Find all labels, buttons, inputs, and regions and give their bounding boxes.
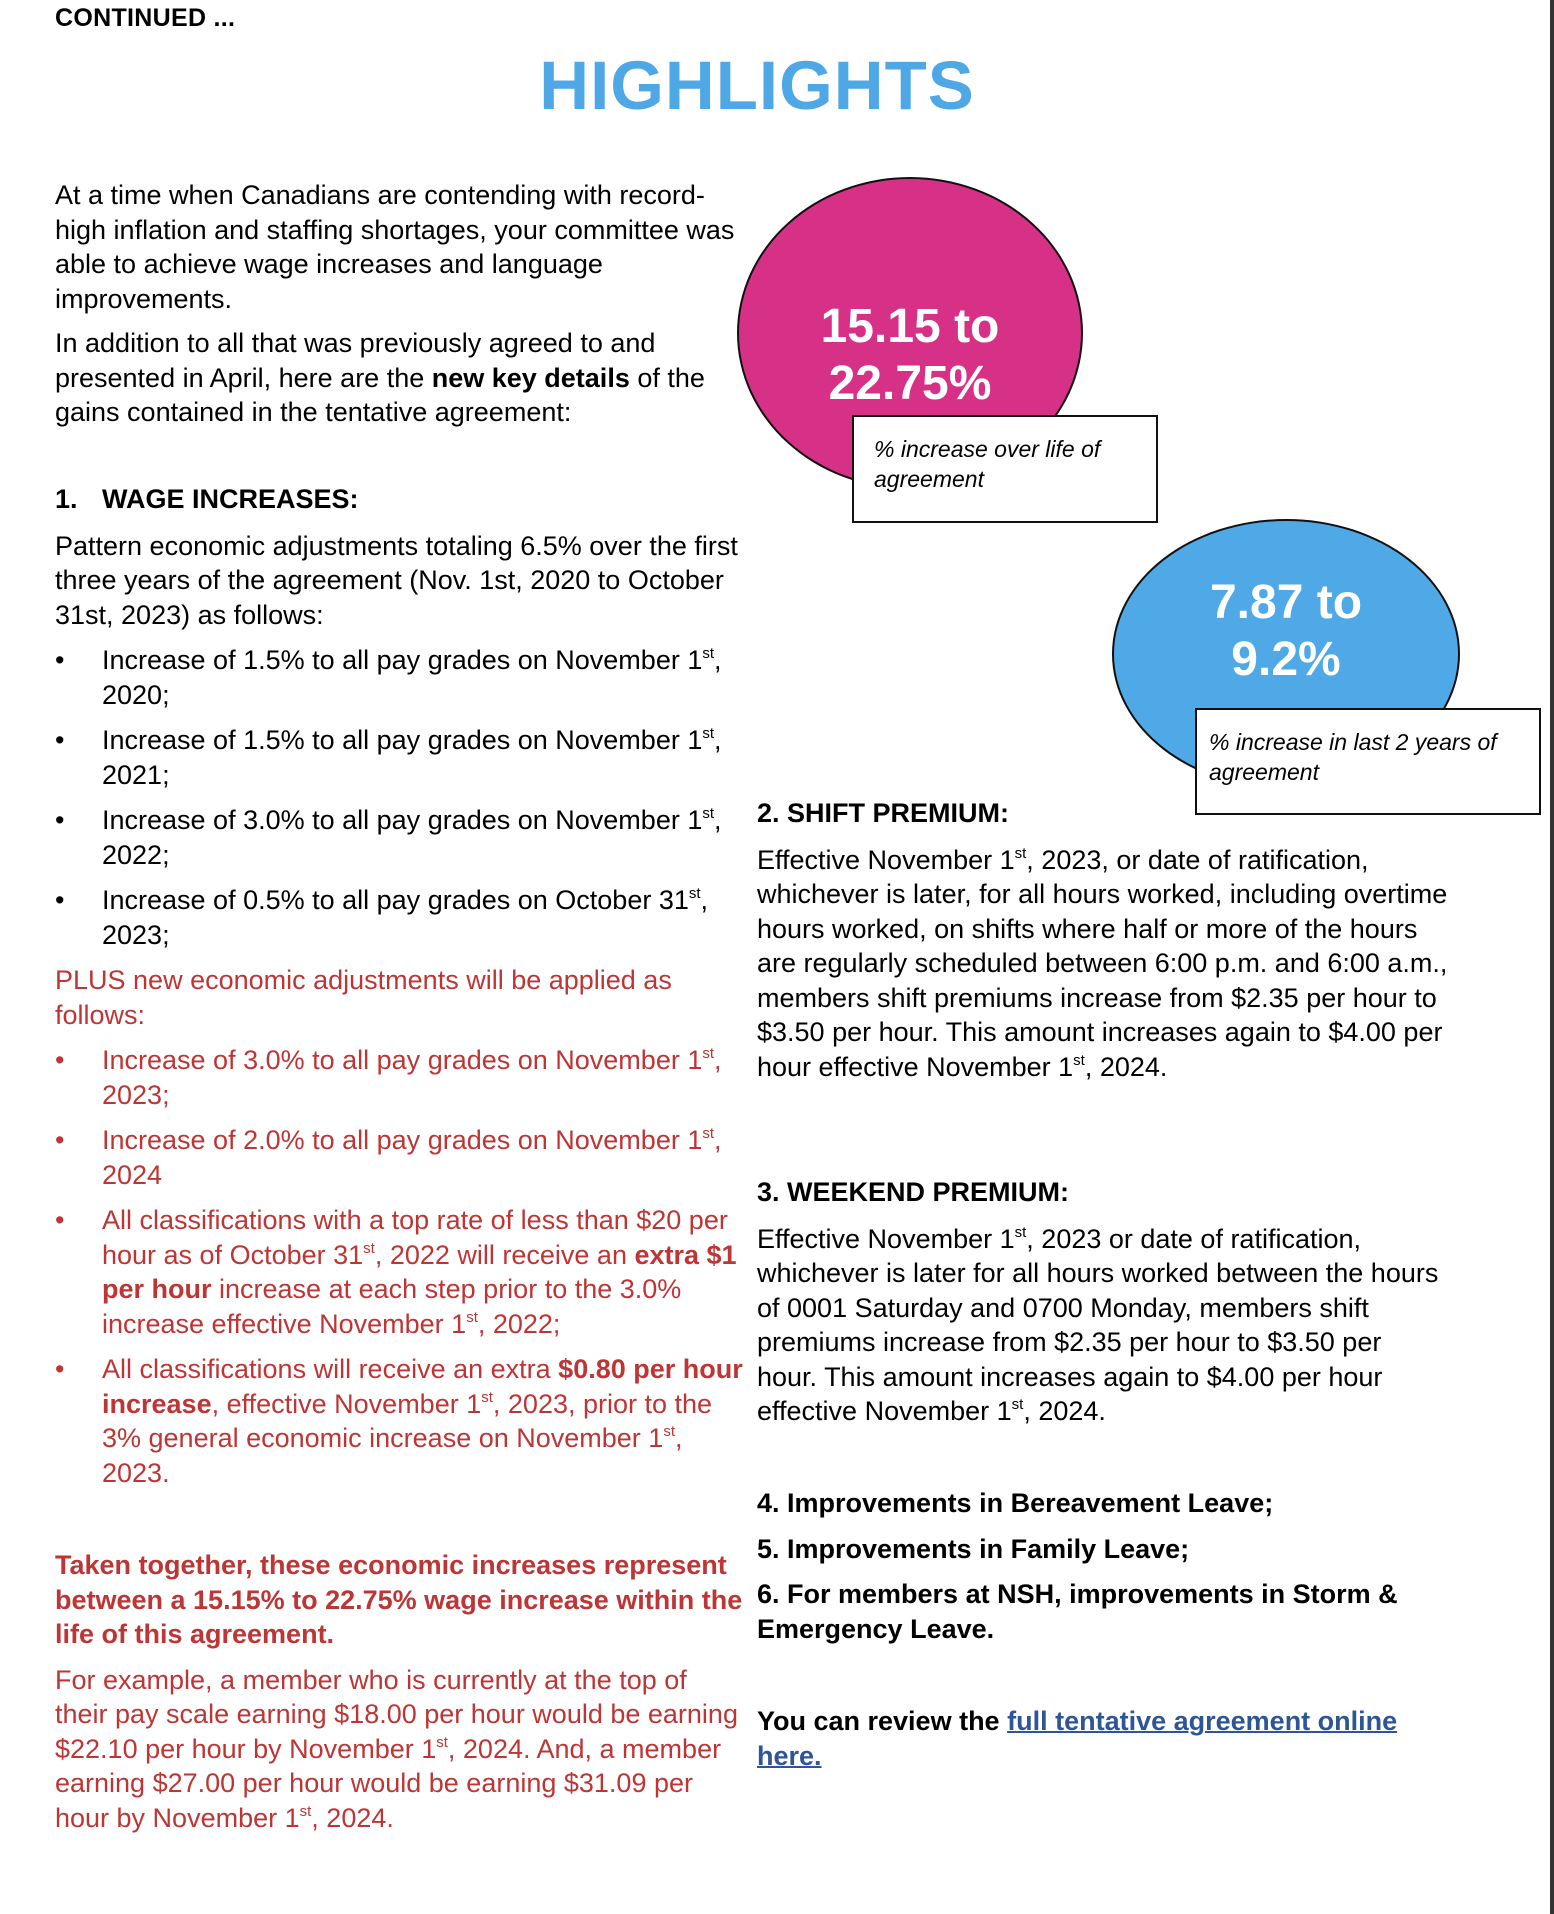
blue-callout-label: % increase in last 2 years of agreement bbox=[1195, 708, 1541, 815]
bullet-icon: • bbox=[55, 1205, 65, 1235]
other-improvements-list bbox=[757, 1486, 1457, 1646]
bullet-icon: • bbox=[55, 885, 65, 915]
list-item: • Increase of 0.5% to all pay grades on October 31st, 2023; bbox=[55, 885, 709, 950]
continued-label: CONTINUED ... bbox=[55, 4, 236, 32]
intro-paragraph-1: At a time when Canadians are contending with record-high inflation and staffing shortages, your committee was able to achieve wage increases and language improvements. bbox=[55, 180, 735, 314]
wage-summary: Taken together, these economic increases represent between a 15.15% to 22.75% wage increase within the life of this agreement. bbox=[55, 1550, 743, 1649]
weekend-premium-body: Effective November 1st, 2023 or date of ratification, whichever is later for all hours worked between the hours of 0001 Saturday and 0700 Monday, members shift premiums increase from $2.35 per hour to $3.50 per hour. This amount increases again to $4.00 per hour effective November 1st, 2024. bbox=[757, 1223, 1439, 1426]
bullet-icon: • bbox=[55, 1125, 65, 1155]
bullet-icon: • bbox=[55, 645, 65, 675]
bullet-icon: • bbox=[55, 1045, 65, 1075]
shift-premium-body: Effective November 1st, 2023, or date of ratification, whichever is later, for all hours worked, including overtime hours worked, on shifts where half or more of the hours are regularly scheduled between 6:00 p.m. and 6:00 a.m., members shift premiums increase from $2.35 per hour to $3.50 per hour. This amount increases again to $4.00 per hour effective November 1st, 2024. bbox=[757, 844, 1448, 1082]
list-item: 5. Improvements in Family Leave; bbox=[757, 1533, 1190, 1564]
list-item: 4. Improvements in Bereavement Leave; bbox=[757, 1488, 1274, 1518]
plus-intro: PLUS new economic adjustments will be applied as follows: bbox=[55, 965, 672, 1030]
shift-premium-heading: 2. SHIFT PREMIUM: bbox=[757, 798, 1010, 828]
wage-intro: Pattern economic adjustments totaling 6.5% over the first three years of the agreement (Nov. 1st, 2020 to October 31st, 2023) as follows: bbox=[55, 530, 738, 630]
list-item: • Increase of 3.0% to all pay grades on November 1st, 2022; bbox=[55, 805, 722, 870]
bullet-icon: • bbox=[55, 805, 65, 835]
bullet-icon: • bbox=[55, 1354, 65, 1384]
pink-callout-value: 15.15 to 22.75% bbox=[820, 300, 1000, 410]
full-agreement-link[interactable]: full tentative agreement online here. bbox=[757, 1706, 1398, 1771]
page-title: HIGHLIGHTS bbox=[539, 47, 975, 124]
bullet-icon: • bbox=[55, 725, 65, 755]
list-item: • Increase of 3.0% to all pay grades on November 1st, 2023; bbox=[55, 1045, 722, 1110]
wage-increases-section bbox=[55, 482, 745, 1490]
new-key-details: new key details bbox=[431, 362, 630, 393]
list-item: 6. For members at NSH, improvements in Storm & Emergency Leave. bbox=[757, 1579, 1398, 1644]
intro-paragraph-2: In addition to all that was previously agreed to and presented in April, here are the new key details of the gains contained in the tentative agreement: bbox=[55, 328, 705, 427]
weekend-premium-section bbox=[757, 1175, 1447, 1429]
list-item: • Increase of 1.5% to all pay grades on November 1st, 2020; bbox=[55, 645, 722, 710]
wage-example: For example, a member who is currently at the top of their pay scale earning $18.00 per hour would be earning $22.10 per hour by November 1st, 2024. And, a member earning $27.00 per hour would be earning $31.09 per hour by November 1st, 2024. bbox=[55, 1664, 738, 1833]
shift-premium-section bbox=[757, 796, 1452, 1084]
list-item: • Increase of 2.0% to all pay grades on November 1st, 2024 bbox=[55, 1125, 722, 1190]
pink-callout-label: % increase over life of agreement bbox=[852, 415, 1158, 523]
wage-heading: 1. WAGE INCREASES: bbox=[55, 484, 359, 514]
new-adjustments-list bbox=[55, 1043, 745, 1490]
window-edge bbox=[1550, 0, 1554, 1914]
pattern-bullet-list bbox=[55, 643, 745, 952]
review-section bbox=[757, 1704, 1457, 1773]
intro-section bbox=[55, 178, 745, 430]
list-item: • Increase of 1.5% to all pay grades on November 1st, 2021; bbox=[55, 725, 722, 790]
list-item: • All classifications with a top rate of less than $20 per hour as of October 31st, 2022 will receive an extra $1 per hour increase at each step prior to the 3.0% increase effective November 1st, 2022; bbox=[55, 1205, 737, 1339]
list-item: • All classifications will receive an extra $0.80 per hour increase, effective November 1st, 2023, prior to the 3% general economic increase on November 1st, 2023. bbox=[55, 1354, 743, 1488]
wage-summary-section bbox=[55, 1548, 745, 1835]
review-text: You can review the full tentative agreement online here. bbox=[757, 1706, 1398, 1771]
weekend-premium-heading: 3. WEEKEND PREMIUM: bbox=[757, 1177, 1070, 1207]
blue-callout-value: 7.87 to 9.2% bbox=[1209, 576, 1363, 686]
